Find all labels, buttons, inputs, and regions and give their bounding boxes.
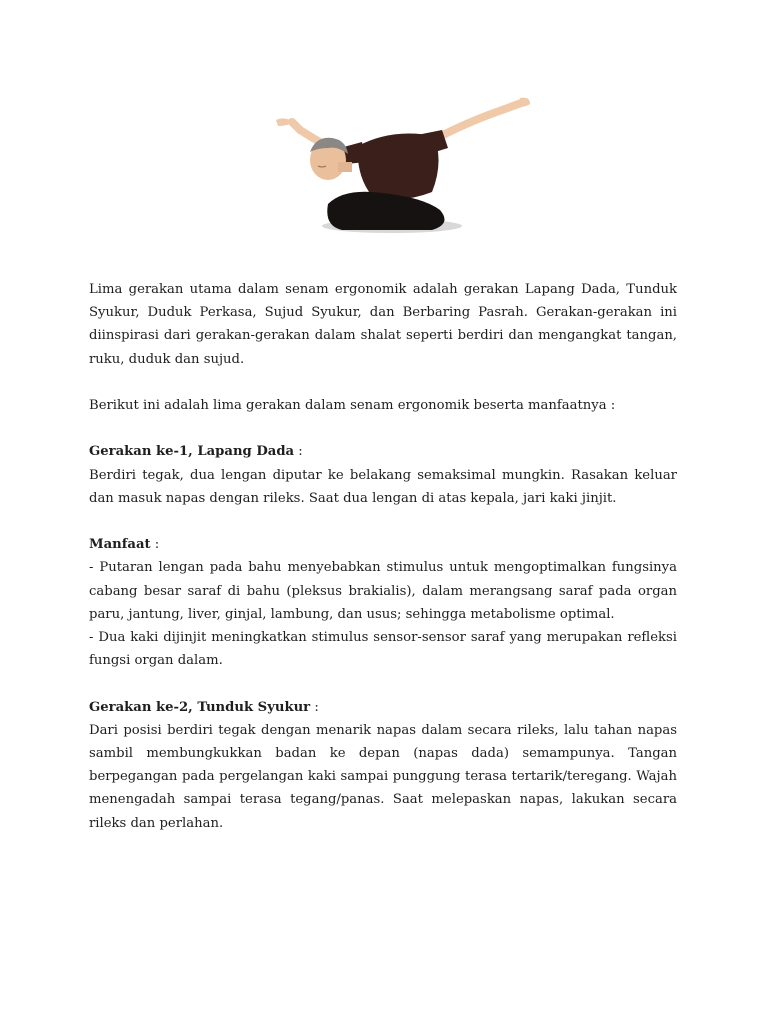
section1-heading-text: Gerakan ke-1, Lapang Dada bbox=[89, 444, 295, 460]
section2-heading-colon: : bbox=[310, 699, 319, 715]
exercise-photo bbox=[262, 92, 540, 252]
benefits-heading bbox=[89, 533, 677, 556]
section2-heading-text: Gerakan ke-2, Tunduk Syukur bbox=[89, 699, 311, 715]
benefits-heading-text: Manfaat bbox=[89, 537, 151, 553]
section1-heading-colon: : bbox=[294, 444, 303, 460]
torso bbox=[358, 134, 439, 200]
right-hand bbox=[518, 98, 530, 107]
benefits-heading-colon: : bbox=[150, 537, 160, 553]
neck bbox=[338, 162, 352, 172]
section1-body: Berdiri tegak, dua lengan diputar ke belakang semaksimal mungkin. Rasakan keluar dan masuk napas dengan rileks. Saat dua lengan di atas kepala, jari kaki jinjit. bbox=[89, 467, 677, 506]
article-body bbox=[89, 278, 677, 835]
lead-paragraph: Berikut ini adalah lima gerakan dalam senam ergonomik beserta manfaatnya : bbox=[89, 398, 616, 413]
section1-heading bbox=[89, 440, 677, 463]
right-arm bbox=[430, 102, 524, 142]
benefit-item-2: - Dua kaki dijinjit meningkatkan stimulus sensor-sensor saraf yang merupakan refleksi fungsi organ dalam. bbox=[89, 630, 677, 669]
legs bbox=[327, 192, 444, 230]
kneeling-man-illustration bbox=[262, 92, 540, 252]
section2-heading bbox=[89, 696, 677, 719]
section2-body: Dari posisi berdiri tegak dengan menarik napas dalam secara rileks, lalu tahan napas sambil membungkukkan badan ke depan (napas dada) semampunya. Tangan berpegangan pada pergelangan kaki sampai punggung terasa tertarik/teregang. Wajah menengadah sampai terasa tegang/panas. Saat melepaskan napas, lakukan secara rileks dan perlahan. bbox=[89, 722, 677, 831]
intro-paragraph: Lima gerakan utama dalam senam ergonomik adalah gerakan Lapang Dada, Tunduk Syukur, Duduk Perkasa, Sujud Syukur, dan Berbaring Pasrah. Gerakan-gerakan ini diinspirasi dari gerakan-gerakan dalam shalat seperti berdiri dan mengangkat tangan, ruku, duduk dan sujud. bbox=[89, 282, 677, 367]
benefit-item-1: - Putaran lengan pada bahu menyebabkan stimulus untuk mengoptimalkan fungsinya cabang besar saraf di bahu (pleksus brakialis), dalam merangsang saraf pada organ paru, jantung, liver, ginjal, lambung, dan usus; sehingga metabolisme optimal. bbox=[89, 560, 677, 622]
